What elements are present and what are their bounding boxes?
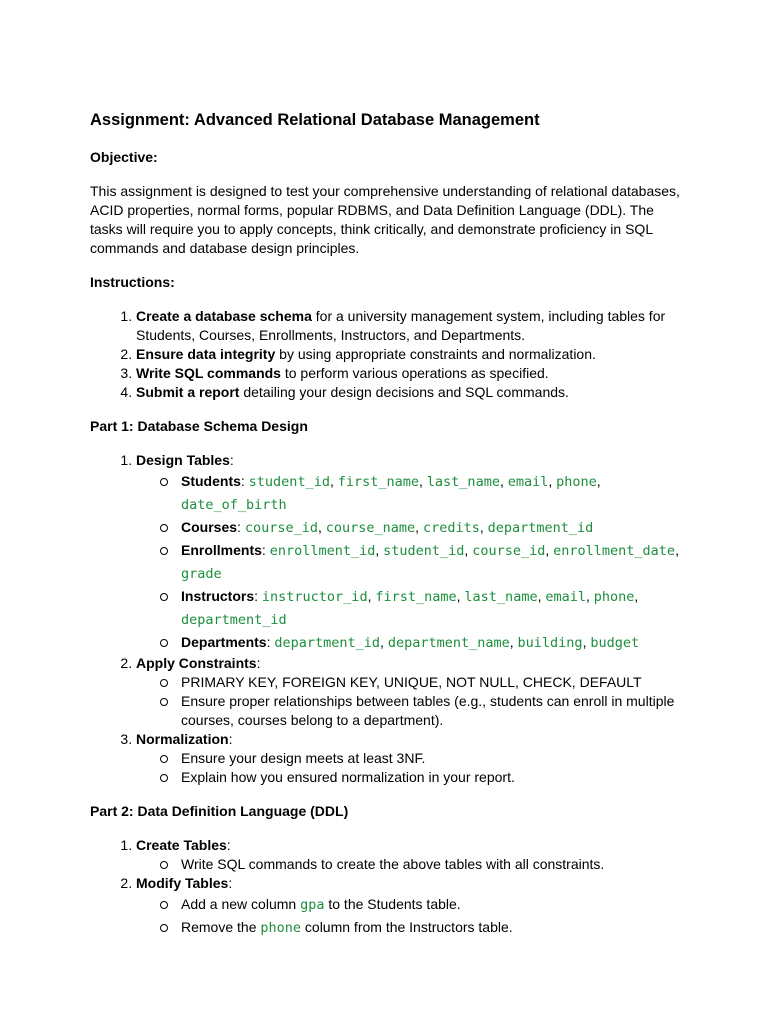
design-tables-item: 1. Design Tables: Students: student_id, first_name, last_name, email, phone, date_of_birth Courses: course_id, course_name, credits, department_id Enrollments: enrollment_id, student_id, course_id, enrollment_date, grade Instructors: instructor_id, first_name, last_name, email, phone, department_id Departments: department_id, department_name, building, budget — [136, 451, 685, 654]
constraint-item: Ensure proper relationships between tables (e.g., students can enroll in multiple courses, courses belong to a department). — [181, 692, 685, 730]
field-name: student_id — [248, 474, 330, 490]
instructions-list — [90, 307, 685, 402]
field-name: last_name — [464, 589, 538, 605]
create-tables-subitem: Write SQL commands to create the above tables with all constraints. — [181, 855, 685, 874]
field-name: enrollment_id — [269, 543, 376, 559]
field-name: student_id — [383, 543, 465, 559]
normalization-list — [136, 749, 685, 787]
field-name: first_name — [375, 589, 457, 605]
instruction-item: 3. Write SQL commands to perform various operations as specified. — [136, 364, 685, 383]
field-name: email — [545, 589, 586, 605]
page-title: Assignment: Advanced Relational Database Management — [90, 111, 540, 129]
normalization-subitem: Ensure your design meets at least 3NF. — [181, 749, 685, 768]
instruction-item: 1. Create a database schema for a university management system, including tables for Students, Courses, Enrollments, Instructors, and Departments. — [136, 307, 685, 345]
part1-list — [90, 451, 685, 787]
field-name: department_name — [387, 635, 510, 651]
table-item-departments: Departments: department_id, department_name, building, budget — [181, 631, 685, 654]
field-name: phone — [556, 474, 597, 490]
field-name: department_id — [181, 612, 287, 628]
modify-tables-list — [136, 893, 685, 939]
table-item-instructors: Instructors: instructor_id, first_name, last_name, email, phone, department_id — [181, 585, 685, 631]
field-name: credits — [422, 520, 480, 536]
part2-heading: Part 2: Data Definition Language (DDL) — [90, 803, 349, 819]
field-name: phone — [593, 589, 635, 605]
field-name: building — [517, 635, 583, 651]
modify-remove-item: Remove the phone column from the Instructors table. — [181, 916, 685, 939]
create-tables-item: 1. Create Tables: Write SQL commands to create the above tables with all constraints. — [136, 836, 685, 874]
field-name: instructor_id — [261, 589, 368, 605]
apply-constraints-item: 2. Apply Constraints: PRIMARY KEY, FOREIGN KEY, UNIQUE, NOT NULL, CHECK, DEFAULT Ensure proper relationships between tables (e.g., students can enroll in multiple courses, courses belong to a department). — [136, 654, 685, 730]
table-name: Courses — [181, 519, 238, 535]
field-name: course_id — [244, 520, 318, 536]
field-name: course_name — [325, 520, 416, 536]
table-item-students: Students: student_id, first_name, last_name, email, phone, date_of_birth — [181, 470, 685, 516]
constraints-list — [136, 673, 685, 730]
table-name: Departments — [181, 634, 267, 650]
field-name: date_of_birth — [181, 497, 287, 513]
field-name: enrollment_date — [553, 543, 676, 559]
normalization-subitem: Explain how you ensured normalization in your report. — [181, 768, 685, 787]
table-item-courses: Courses: course_id, course_name, credits, department_id — [181, 516, 685, 539]
phone-code: phone — [260, 920, 302, 936]
part1-heading: Part 1: Database Schema Design — [90, 418, 308, 434]
gpa-code: gpa — [300, 897, 325, 913]
table-item-enrollments: Enrollments: enrollment_id, student_id, course_id, enrollment_date, grade — [181, 539, 685, 585]
instructions-label: Instructions: — [90, 274, 175, 290]
create-tables-list — [136, 855, 685, 874]
document-page — [90, 109, 685, 939]
table-name: Instructors — [181, 588, 255, 604]
modify-tables-item: 2. Modify Tables: Add a new column gpa to the Students table. Remove the phone column from the Instructors table. — [136, 874, 685, 939]
field-name: last_name — [426, 474, 500, 490]
tables-list — [136, 470, 685, 654]
part2-list — [90, 836, 685, 939]
instruction-item: 2. Ensure data integrity by using appropriate constraints and normalization. — [136, 345, 685, 364]
objective-text: This assignment is designed to test your comprehensive understanding of relational databases, ACID properties, normal forms, popular RDBMS, and Data Definition Language (DDL). The tasks will require you to apply concepts, think critically, and demonstrate proficiency in SQL commands and database design principles. — [90, 183, 680, 256]
field-name: budget — [590, 635, 640, 651]
field-name: department_id — [487, 520, 594, 536]
field-name: department_id — [274, 635, 381, 651]
table-name: Students — [181, 473, 241, 489]
objective-label: Objective: — [90, 149, 158, 165]
modify-add-item: Add a new column gpa to the Students table. — [181, 893, 685, 916]
instruction-item: 4. Submit a report detailing your design decisions and SQL commands. — [136, 383, 685, 402]
field-name: grade — [181, 566, 222, 582]
constraint-item: PRIMARY KEY, FOREIGN KEY, UNIQUE, NOT NULL, CHECK, DEFAULT — [181, 673, 685, 692]
normalization-item: 3. Normalization: Ensure your design meets at least 3NF. Explain how you ensured normalization in your report. — [136, 730, 685, 787]
field-name: email — [507, 474, 549, 490]
table-name: Enrollments — [181, 542, 262, 558]
field-name: course_id — [472, 543, 546, 559]
field-name: first_name — [337, 474, 420, 490]
